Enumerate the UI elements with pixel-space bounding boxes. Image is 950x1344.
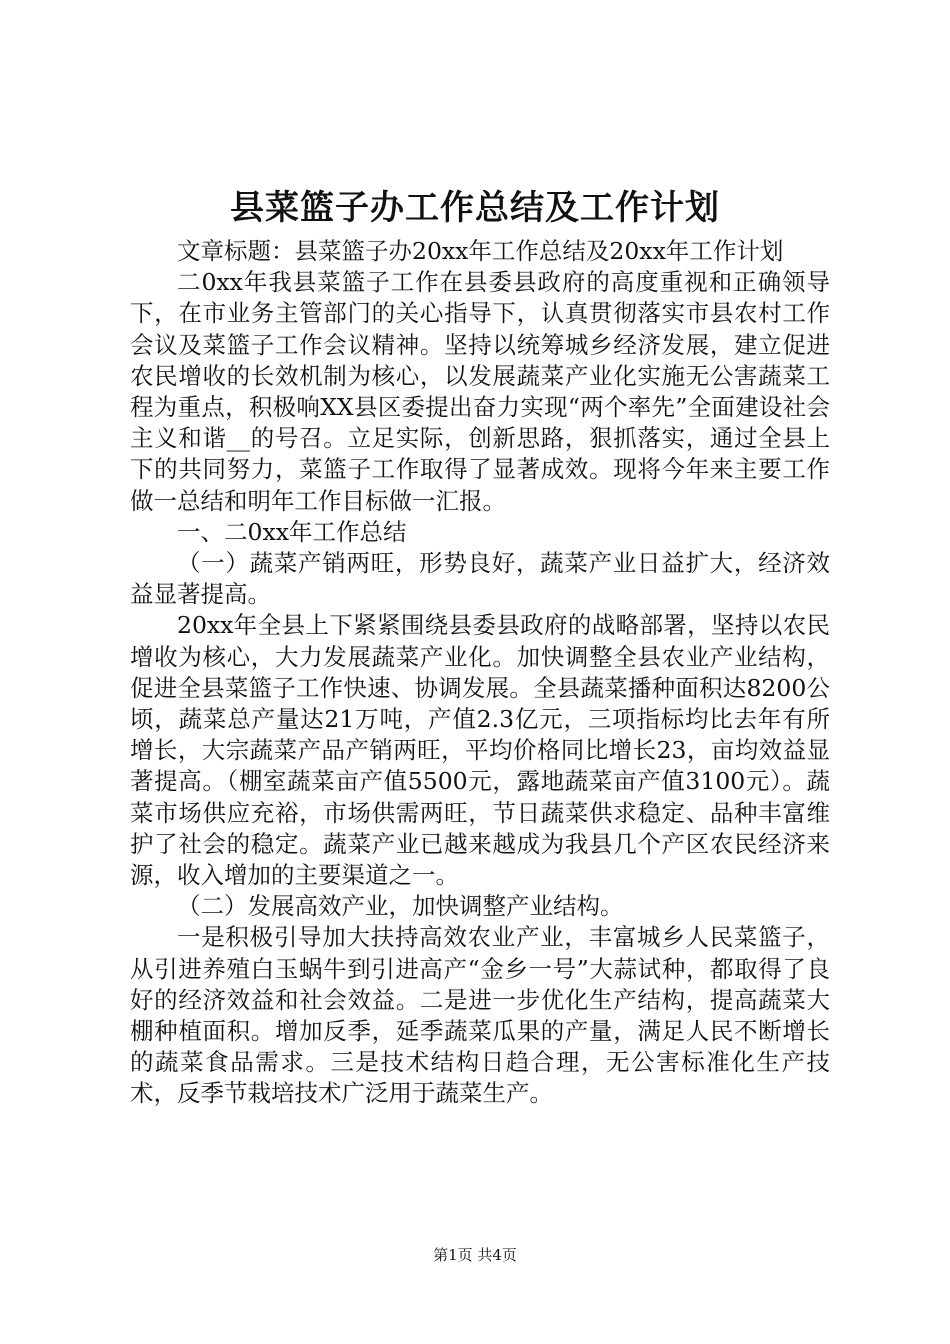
article-title-line: 文章标题：县菜篮子办20xx年工作总结及20xx年工作计划 (177, 237, 784, 265)
subsection-heading: （二）发展高效产业，加快调整产业结构。 (177, 892, 624, 921)
document-title: 县菜篮子办工作总结及工作计划 (230, 188, 720, 228)
document-body (130, 236, 830, 1110)
intro-paragraph: 二0xx年我县菜篮子工作在县委县政府的高度重视和正确领导下，在市业务主管部门的关心指导下，认真贯彻落实市县农村工作会议及菜篮子工作会议精神。坚持以统筹城乡经济发展，建立促进农民增收的长效机制为核心，以发展蔬菜产业化实施无公害蔬菜工程为重点，积极响XX县区委提出奋力实现“两个率先”全面建设社会主义和谐__的号召。立足实际，创新思路，狠抓落实，通过全县上下的共同努力，菜篮子工作取得了显著成效。现将今年来主要工作做一总结和明年工作目标做一汇报。 (130, 268, 830, 515)
body-paragraph: 20xx年全县上下紧紧围绕县委县政府的战略部署，坚持以农民增收为核心，大力发展蔬菜产业化。加快调整全县农业产业结构，促进全县菜篮子工作快速、协调发展。全县蔬菜播种面积达8200公顷，蔬菜总产量达21万吨，产值2.3亿元，三项指标均比去年有所增长，大宗蔬菜产品产销两旺，平均价格同比增长23，亩均效益显著提高。（棚室蔬菜亩产值5500元，露地蔬菜亩产值3100元）。蔬菜市场供应充裕，市场供需两旺，节日蔬菜供求稳定、品种丰富维护了社会的稳定。蔬菜产业已越来越成为我县几个产区农民经济来源，收入增加的主要渠道之一。 (130, 611, 830, 890)
body-paragraph: 一是积极引导加大扶持高效农业产业，丰富城乡人民菜篮子，从引进养殖白玉蜗牛到引进高产“金乡一号”大蒜试种，都取得了良好的经济效益和社会效益。二是进一步优化生产结构，提高蔬菜大棚种植面积。增加反季，延季蔬菜瓜果的产量，满足人民不断增长的蔬菜食品需求。三是技术结构日趋合理，无公害标准化生产技术，反季节栽培技术广泛用于蔬菜生产。 (130, 923, 830, 1108)
section-heading: 一、二0xx年工作总结 (177, 517, 407, 546)
subsection-heading: （一）蔬菜产销两旺，形势良好，蔬菜产业日益扩大，经济效益显著提高。 (130, 549, 830, 609)
page-footer: 第1页 共4页 (433, 1246, 517, 1264)
